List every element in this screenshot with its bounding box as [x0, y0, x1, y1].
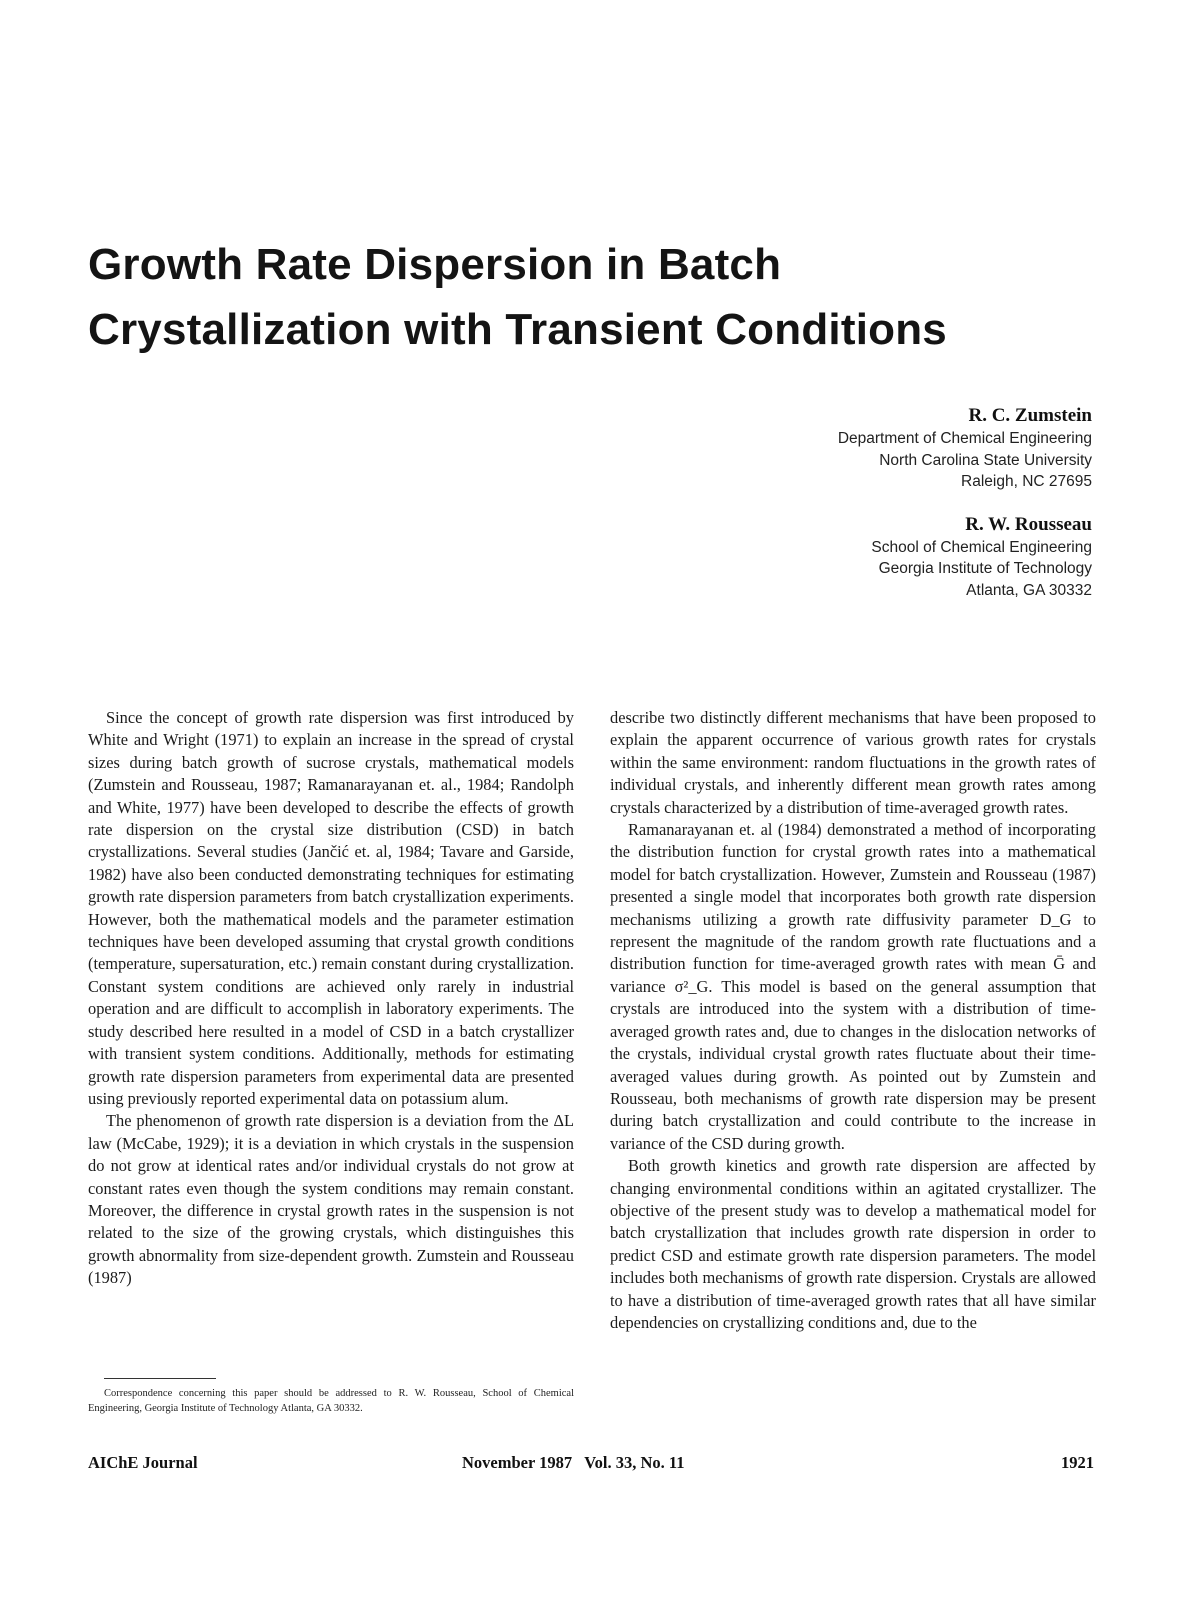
paragraph: Since the concept of growth rate dispersion was first introduced by White and Wright (1971) to explain an increase in the spread of crystal sizes during batch growth of sucrose crystals, mathematical models (Zumstein and Rousseau, 1987; Ramanarayanan et. al., 1984; Randolph and White, 1977) have been developed to describe the effects of growth rate dispersion on the crystal size distribution (CSD) in batch crystallizations. Several studies (Jančić et. al, 1984; Tavare and Garside, 1982) have also been conducted demonstrating techniques for estimating growth rate dispersion parameters from batch crystallization experiments. However, both the mathematical models and the parameter estimation techniques have been developed assuming that crystal growth conditions (temperature, supersaturation, etc.) remain constant during crystallization. Constant system conditions are achieved only rarely in industrial operation and are difficult to accomplish in laboratory experiments. The study described here resulted in a model of CSD in a batch crystallizer with transient system conditions. Additionally, methods for estimating growth rate dispersion parameters from experimental data are presented using previously reported experimental data on potassium alum.: [88, 708, 574, 1108]
footnote-divider: [104, 1378, 216, 1379]
author-name: R. W. Rousseau: [965, 513, 1092, 535]
author-2: [592, 512, 1092, 602]
paragraph: describe two distinctly different mechanisms that have been proposed to explain the apparent occurrence of various growth rates for crystals within the same environment: random fluctuations in the growth rates of individual crystals, and inherently different mean growth rates among crystals characterized by a distribution of time-averaged growth rates.: [610, 708, 1096, 817]
affiliation-line: Raleigh, NC 27695: [961, 473, 1092, 490]
footnote: Correspondence concerning this paper should be addressed to R. W. Rousseau, School of Chemical Engineering, Georgia Institute of Technology Atlanta, GA 30332.: [88, 1388, 574, 1414]
affiliation-line: Department of Chemical Engineering: [837, 430, 1092, 447]
paragraph: Both growth kinetics and growth rate dispersion are affected by changing environmental conditions within an agitated crystallizer. The objective of the present study was to develop a mathematical model for batch crystallization that includes growth rate dispersion in order to predict CSD and estimate growth rate dispersion parameters. The model includes both mechanisms of growth rate dispersion. Crystals are allowed to have a distribution of time-averaged growth rates that all have similar dependencies on crystallizing conditions and, due to the: [610, 1156, 1096, 1332]
affiliation-line: Georgia Institute of Technology: [878, 560, 1092, 577]
page-number: 1921: [1061, 1453, 1094, 1472]
paper-title: [88, 232, 1128, 362]
affiliation-line: Atlanta, GA 30332: [966, 581, 1092, 599]
title-line-2: Crystallization with Transient Conditions: [88, 305, 947, 354]
affiliation-line: School of Chemical Engineering: [871, 538, 1092, 556]
paragraph: Ramanarayanan et. al (1984) demonstrated a method of incorporating the distribution function for crystal growth rates into a mathematical model for batch crystallization. However, Zumstein and Rousseau (1987) presented a single model that incorporates both growth rate dispersion mechanisms utilizing a growth rate diffusivity parameter D_G to represent the magnitude of the random growth rate fluctuations and a distribution function for time-averaged growth rates with mean Ḡ and variance σ²_G. This model is based on the general assumption that crystals are introduced into the system with a distribution of time-averaged growth rates and, due to changes in the dislocation networks of the crystals, individual crystal growth rates fluctuate about their time-averaged values during growth. As pointed out by Zumstein and Rousseau, both mechanisms of growth rate dispersion may be present during batch crystallization and could contribute to the increase in variance of the CSD during growth.: [610, 820, 1096, 1153]
footer-issue: November 1987 Vol. 33, No. 11: [462, 1453, 685, 1472]
affiliation-line: North Carolina State University: [879, 451, 1092, 469]
author-1: [592, 403, 1092, 493]
title-line-1: Growth Rate Dispersion in Batch: [88, 240, 782, 289]
author-block: [592, 403, 1092, 620]
body-column-left: [88, 707, 574, 1290]
author-name: R. C. Zumstein: [968, 405, 1092, 426]
footer-journal-name: AIChE Journal: [88, 1453, 198, 1472]
paragraph: The phenomenon of growth rate dispersion is a deviation from the ΔL law (McCabe, 1929); it is a deviation in which crystals in the suspension do not grow at identical rates and/or individual crystals do not grow at constant rates even though the system conditions may remain constant. Moreover, the difference in crystal growth rates in the suspension is not related to the size of the growing crystals, which distinguishes this growth abnormality from size-dependent growth. Zumstein and Rousseau (1987): [88, 1111, 574, 1288]
body-column-right: [610, 707, 1096, 1334]
